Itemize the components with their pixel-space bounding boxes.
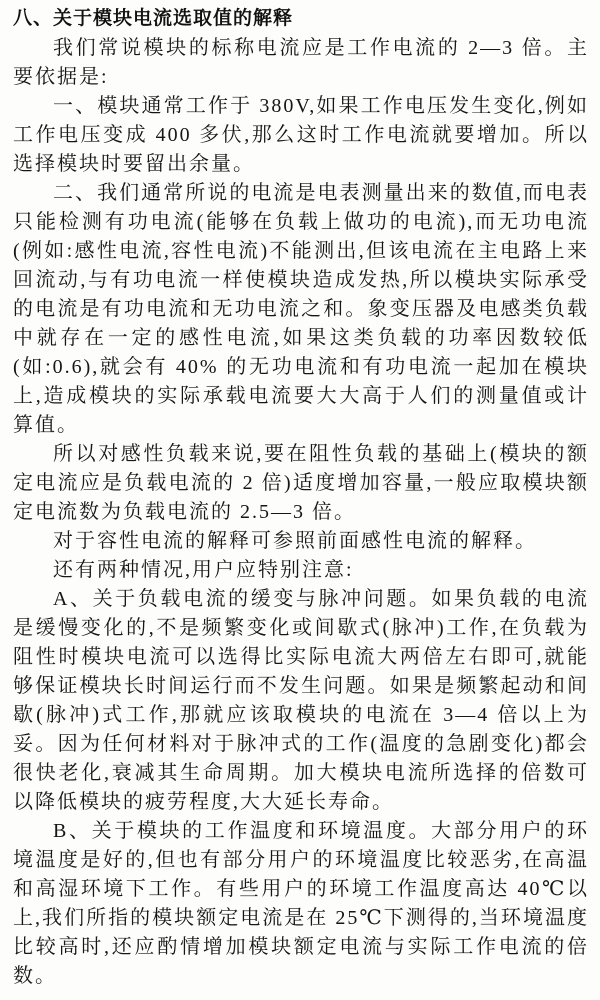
section-title: 八、关于模块电流选取值的解释 [13,8,294,29]
paragraph-two-cases-note: 还有两种情况,用户应特别注意: [53,559,354,581]
paragraph-case-a: A、关于负载电流的缓变与脉冲问题。如果负载的电流是缓慢变化的,不是频繁变化或间歇式(脉冲)工作,在负载为阻性时模块电流可以选得比实际电流大两倍左右即可,就能够保证模块长时间运行而不发生问题。如果是频繁起动和间歇(脉冲)式工作,那就应该取模块的电流在 3—4 倍以上为妥。因为任何材料对于脉冲式的工作(温度的急剧变化)都会很快老化,衰减其生命周期。加大模块电流所选择的倍数可以降低模块的疲劳程度,大大延长寿命。 [13,588,589,813]
paragraph-point-1: 一、模块通常工作于 380V,如果工作电压发生变化,例如工作电压变成 400 多伏,那么这时工作电流就要增加。所以选择模块时要留出余量。 [13,95,589,175]
paragraph-inductive-load: 所以对感性负载来说,要在阻性负载的基础上(模块的额定电流应是负载电流的 2 倍)适度增加容量,一般应取模块额定电流数为负载电流的 2.5—3 倍。 [13,443,589,523]
paragraph-capacitive-note: 对于容性电流的解释可参照前面感性电流的解释。 [53,530,537,552]
paragraph-point-2: 二、我们通常所说的电流是电表测量出来的数值,而电表只能检测有功电流(能够在负载上做功的电流),而无功电流(例如:感性电流,容性电流)不能测出,但该电流在主电路上来回流动,与有功电流一样使模块造成发热,所以模块实际承受的电流是有功电流和无功电流之和。象变压器及电感类负载中就存在一定的感性电流,如果这类负载的功率因数较低(如:0.6),就会有 40% 的无功电流和有功电流一起加在模块上,造成模块的实际承载电流要大大高于人们的测量值或计算值。 [13,182,589,436]
paragraph-intro: 我们常说模块的标称电流应是工作电流的 2—3 倍。主要依据是: [13,37,589,88]
paragraph-case-b: B、关于模块的工作温度和环境温度。大部分用户的环境温度是好的,但也有部分用户的环境温度比较恶劣,在高温和高湿环境下工作。有些用户的环境工作温度高达 40℃以上,我们所指的模块额定电流是在 25℃下测得的,当环境温度比较高时,还应酌情增加模块额定电流与实际工作电流的倍数。 [13,820,589,987]
